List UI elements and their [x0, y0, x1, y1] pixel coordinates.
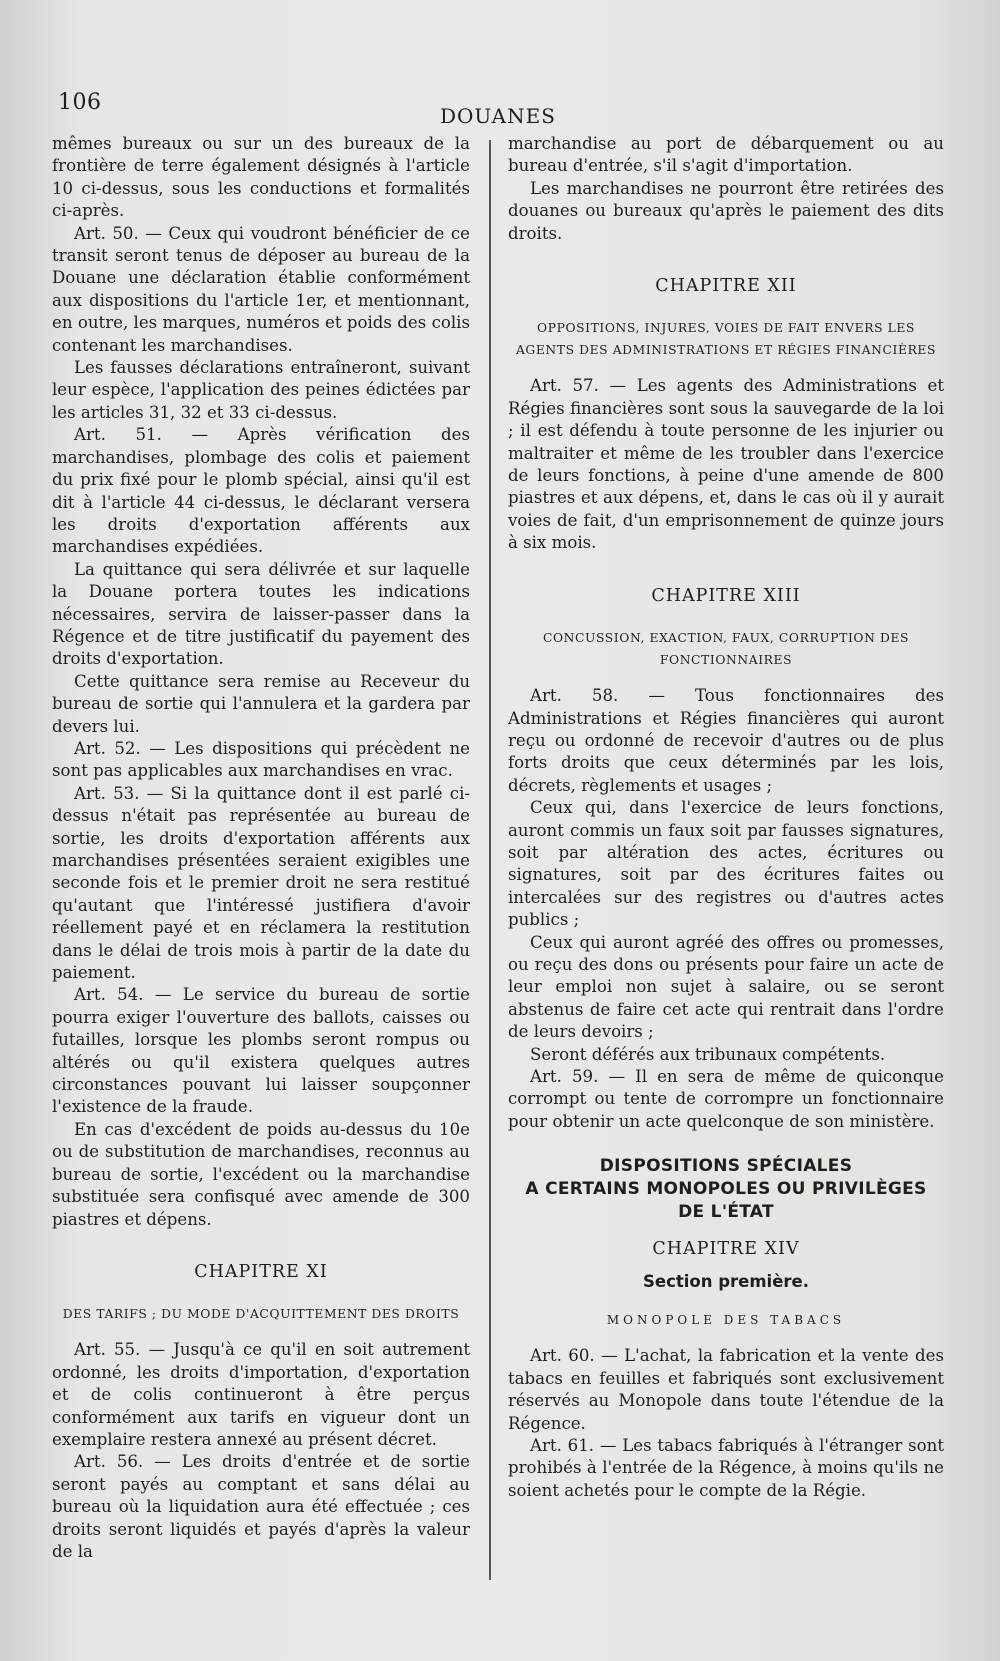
paragraph-art-56: Art. 56. — Les droits d'entrée et de sortie seront payés au comptant et sans délai au bureau où la liquidation aura été effectuée ; ces droits seront liquidés et payés d'après la valeur de la	[52, 1452, 470, 1561]
paragraph: Seront déférés aux tribunaux compétents.	[530, 1044, 886, 1064]
paragraph: La quittance qui sera délivrée et sur laquelle la Douane portera toutes les indications nécessaires, servira de laisser-passer dans la Régence et de titre justificatif du payement des droits d'exportation.	[52, 559, 470, 669]
paragraph: Cette quittance sera remise au Receveur du bureau de sortie qui l'annulera et la gardera par devers lui.	[52, 671, 470, 736]
chapter-subheading: OPPOSITIONS, INJURES, VOIES DE FAIT ENVERS LES AGENTS DES ADMINISTRATIONS ET RÉGIES FINANCIÈRES	[515, 321, 937, 358]
paragraph: Ceux qui auront agréé des offres ou promesses, ou reçu des dons ou présents pour faire un acte de leur emploi non sujet à salaire, ou se seront abstenus de faire cet acte qui rentrait dans l'ordre de leurs devoirs ;	[508, 932, 944, 1042]
paragraph: Les fausses déclarations entraîneront, suivant leur espèce, l'application des peines édictées par les articles 31, 32 et 33 ci-dessus.	[52, 358, 470, 422]
paragraph-art-59: Art. 59. — Il en sera de même de quiconque corrompt ou tente de corrompre un fonctionnaire pour obtenir un acte quelconque de son ministère.	[508, 1067, 944, 1131]
chapter-subheading: DES TARIFS ; DU MODE D'ACQUITTEMENT DES DROITS	[62, 1307, 460, 1322]
paragraph-art-51: Art. 51. — Après vérification des marchandises, plombage des colis et paiement du prix fixé pour le plomb spécial, ainsi qu'il est dit à l'article 44 ci-dessus, le déclarant versera les droits d'exportation afférents aux marchandises expédiées.	[52, 425, 470, 557]
chapter-heading: CHAPITRE XIII	[651, 585, 801, 606]
chapter-heading: CHAPITRE XI	[194, 1261, 328, 1282]
paragraph-art-50: Art. 50. — Ceux qui voudront bénéficier de ce transit seront tenus de déposer au bureau de la Douane une déclaration établie conformément aux dispositions du l'article 1er, et mentionnant, en outre, les marques, numéros et poids des colis contenant les marchandises.	[52, 223, 470, 355]
paragraph-art-61: Art. 61. — Les tabacs fabriqués à l'étranger sont prohibés à l'entrée de la Régence, à moins qu'ils ne soient achetés pour le compte de la Régie.	[508, 1436, 944, 1500]
right-column	[508, 133, 944, 1502]
paragraph: En cas d'excédent de poids au-dessus du 10e ou de substitution de marchandises, reconnus au bureau de sortie, l'excédent ou la marchandise substituée sera confisqué avec amende de 300 piastres et dépens.	[52, 1119, 470, 1229]
chapter-heading: CHAPITRE XIV	[652, 1239, 800, 1260]
paragraph-art-53: Art. 53. — Si la quittance dont il est parlé ci-dessus n'était pas représentée au bureau de sortie, les droits d'exportation afférents aux marchandises présentées seraient exigibles une seconde fois et le premier droit ne sera restitué qu'autant que l'intéressé justifiera d'avoir réellement payé et en réclamera la restitution dans le délai de trois mois à partir de la date du paiement.	[52, 783, 470, 983]
special-heading-line: DISPOSITIONS SPÉCIALES	[599, 1156, 853, 1177]
chapter-subheading: CONCUSSION, EXACTION, FAUX, CORRUPTION DES FONCTIONNAIRES	[542, 631, 910, 668]
chapter-heading: CHAPITRE XII	[655, 276, 797, 297]
special-provisions-heading	[508, 1155, 944, 1224]
running-head: DOUANES	[440, 104, 556, 128]
paragraph-art-60: Art. 60. — L'achat, la fabrication et la vente des tabacs en feuilles et fabriqués sont exclusivement réservés au Monopole dans toute l'étendue de la Régence.	[508, 1346, 944, 1433]
paragraph: Les marchandises ne pourront être retirées des douanes ou bureaux qu'après le paiement des dits droits.	[508, 178, 944, 243]
paragraph-art-58: Art. 58. — Tous fonctionnaires des Administrations et Régies financières qui auront reçu ou ordonné de recevoir d'autres ou de plus forts droits que ceux déterminés par les lois, décrets, règlements et usages ;	[508, 686, 944, 795]
paragraph-art-52: Art. 52. — Les dispositions qui précèdent ne sont pas applicables aux marchandises en vrac.	[52, 738, 470, 781]
paragraph: mêmes bureaux ou sur un des bureaux de la frontière de terre également désignés à l'article 10 ci-dessus, sous les conductions et formalités ci-après.	[52, 134, 470, 221]
paragraph: marchandise au port de débarquement ou au bureau d'entrée, s'il s'agit d'importation.	[508, 134, 944, 176]
section-heading: Section première.	[643, 1271, 809, 1291]
paragraph-art-54: Art. 54. — Le service du bureau de sortie pourra exiger l'ouverture des ballots, caisses ou futailles, lorsque les plombs seront rompus ou altérés ou qu'il existera quelques autres circonstances pouvant lui laisser soupçonner l'existence de la fraude.	[52, 985, 470, 1117]
paragraph: Ceux qui, dans l'exercice de leurs fonctions, auront commis un faux soit par fausses signatures, soit par altération des actes, écritures ou signatures, soit par des écritures faites ou intercalées sur des registres ou d'autres actes publics ;	[508, 798, 944, 930]
subsection-heading: MONOPOLE DES TABACS	[606, 1313, 846, 1328]
left-column	[52, 133, 470, 1563]
paragraph-art-55: Art. 55. — Jusqu'à ce qu'il en soit autrement ordonné, les droits d'importation, d'exportation et de colis continueront à être perçus conformément aux tarifs en vigueur dont un exemplaire restera annexé au présent décret.	[52, 1340, 470, 1449]
column-divider	[489, 140, 491, 1580]
special-heading-line: A CERTAINS MONOPOLES OU PRIVILÈGES	[525, 1179, 927, 1200]
special-heading-line: DE L'ÉTAT	[678, 1202, 774, 1223]
page-number: 106	[58, 90, 102, 115]
paragraph-art-57: Art. 57. — Les agents des Administrations et Régies financières sont sous la sauvegarde de la loi ; il est défendu à toute personne de les injurier ou maltraiter et même de les troubler dans l'exercice de leurs fonctions, à peine d'une amende de 800 piastres et aux dépens, et, dans le cas où il y aurait voies de fait, d'un emprisonnement de quinze jours à six mois.	[508, 376, 944, 553]
